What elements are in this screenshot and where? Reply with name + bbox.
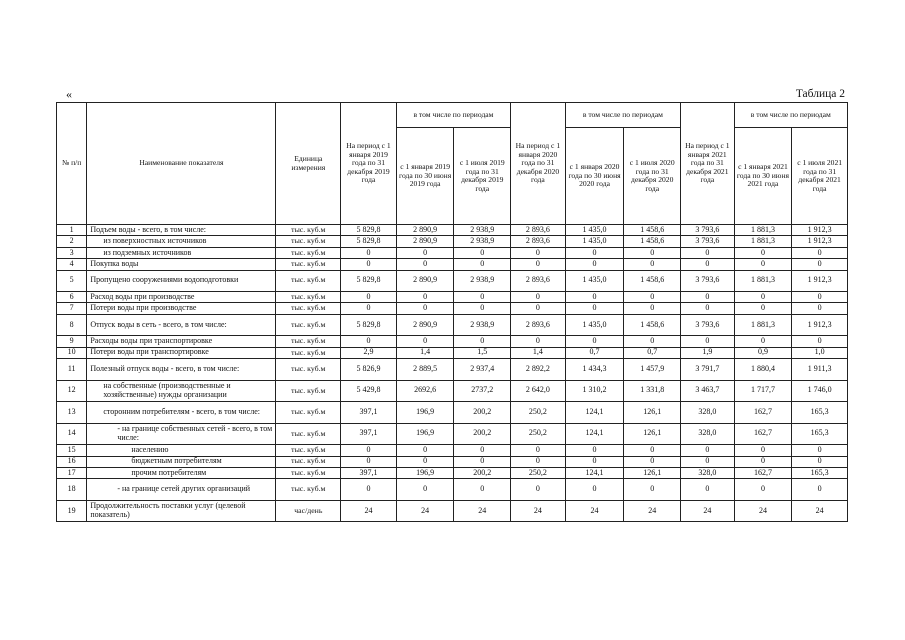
row-value: 0 xyxy=(454,259,511,270)
table-row xyxy=(57,336,848,347)
row-value: 1 881,3 xyxy=(734,225,792,236)
row-value: 1 746,0 xyxy=(792,380,848,402)
row-value: 0 xyxy=(511,336,566,347)
row-name: Расходы воды при транспортировке xyxy=(87,336,276,347)
row-value: 2,9 xyxy=(341,347,397,358)
row-value: 1 912,3 xyxy=(792,270,848,292)
row-value: 0 xyxy=(396,259,454,270)
row-value: 0 xyxy=(624,479,681,501)
row-value: 1,4 xyxy=(396,347,454,358)
row-value: 1 310,2 xyxy=(565,380,624,402)
row-value: 1 881,3 xyxy=(734,236,792,247)
row-value: 3 793,6 xyxy=(681,270,735,292)
row-value: 1,4 xyxy=(511,347,566,358)
col-header-period-2020: На период с 1 января 2020 года по 31 декабря 2020 года xyxy=(511,103,566,225)
row-value: 5 429,8 xyxy=(341,380,397,402)
row-value: 24 xyxy=(565,500,624,522)
table-caption: Таблица 2 xyxy=(795,88,845,100)
row-number: 12 xyxy=(57,380,87,402)
row-value: 2 890,9 xyxy=(396,225,454,236)
table-row xyxy=(57,402,848,424)
row-number: 17 xyxy=(57,467,87,478)
row-number: 9 xyxy=(57,336,87,347)
col-header-sub-2020: в том числе по периодам xyxy=(565,103,680,128)
row-value: 2 642,0 xyxy=(511,380,566,402)
row-value: 165,3 xyxy=(792,467,848,478)
row-value: 3 793,6 xyxy=(681,236,735,247)
row-value: 5 829,8 xyxy=(341,314,397,336)
row-unit: тыс. куб.м xyxy=(276,247,341,258)
row-value: 328,0 xyxy=(681,402,735,424)
row-number: 7 xyxy=(57,303,87,314)
row-value: 165,3 xyxy=(792,402,848,424)
row-unit: тыс. куб.м xyxy=(276,270,341,292)
row-value: 1 331,8 xyxy=(624,380,681,402)
row-value: 328,0 xyxy=(681,423,735,445)
row-number: 19 xyxy=(57,500,87,522)
row-value: 0 xyxy=(396,479,454,501)
row-value: 0 xyxy=(396,292,454,303)
row-value: 1 912,3 xyxy=(792,314,848,336)
row-value: 0 xyxy=(454,336,511,347)
table-row xyxy=(57,247,848,258)
table-row xyxy=(57,359,848,381)
row-value: 1,9 xyxy=(681,347,735,358)
table-row xyxy=(57,314,848,336)
table-row xyxy=(57,456,848,467)
row-value: 165,3 xyxy=(792,423,848,445)
row-value: 0 xyxy=(454,445,511,456)
water-balance-table xyxy=(56,102,848,522)
col-header-sub-2021: в том числе по периодам xyxy=(734,103,847,128)
row-value: 126,1 xyxy=(624,402,681,424)
row-value: 24 xyxy=(511,500,566,522)
row-value: 200,2 xyxy=(454,423,511,445)
col-header-h1-2019: с 1 января 2019 года по 30 июня 2019 года xyxy=(396,128,454,225)
row-number: 2 xyxy=(57,236,87,247)
row-value: 2 890,9 xyxy=(396,270,454,292)
row-value: 0 xyxy=(341,259,397,270)
row-value: 1 458,6 xyxy=(624,270,681,292)
row-value: 397,1 xyxy=(341,423,397,445)
row-value: 0 xyxy=(734,259,792,270)
row-value: 1 881,3 xyxy=(734,314,792,336)
row-number: 5 xyxy=(57,270,87,292)
row-value: 0 xyxy=(681,303,735,314)
row-value: 2 937,4 xyxy=(454,359,511,381)
row-value: 0 xyxy=(341,456,397,467)
row-value: 0 xyxy=(681,292,735,303)
row-value: 2 889,5 xyxy=(396,359,454,381)
row-value: 0 xyxy=(396,247,454,258)
table-row xyxy=(57,467,848,478)
row-value: 0 xyxy=(565,336,624,347)
row-value: 1 881,3 xyxy=(734,270,792,292)
row-number: 13 xyxy=(57,402,87,424)
row-value: 2 890,9 xyxy=(396,236,454,247)
row-unit: тыс. куб.м xyxy=(276,479,341,501)
row-value: 1,5 xyxy=(454,347,511,358)
row-value: 1 435,0 xyxy=(565,270,624,292)
row-value: 5 826,9 xyxy=(341,359,397,381)
row-value: 162,7 xyxy=(734,402,792,424)
row-value: 5 829,8 xyxy=(341,270,397,292)
row-value: 0 xyxy=(624,303,681,314)
row-unit: тыс. куб.м xyxy=(276,467,341,478)
row-value: 0 xyxy=(454,292,511,303)
col-header-h1-2021: с 1 января 2021 года по 30 июня 2021 года xyxy=(734,128,792,225)
row-name: Полезный отпуск воды - всего, в том числе: xyxy=(87,359,276,381)
row-value: 24 xyxy=(454,500,511,522)
row-value: 250,2 xyxy=(511,423,566,445)
row-value: 3 793,6 xyxy=(681,225,735,236)
row-value: 2737,2 xyxy=(454,380,511,402)
row-value: 1 912,3 xyxy=(792,236,848,247)
row-value: 397,1 xyxy=(341,467,397,478)
col-header-h2-2019: с 1 июля 2019 года по 31 декабря 2019 года xyxy=(454,128,511,225)
row-name: на собственные (производственные и хозяйственные) нужды организации xyxy=(87,380,276,402)
table-row xyxy=(57,380,848,402)
row-value: 0 xyxy=(624,259,681,270)
row-value: 0 xyxy=(511,303,566,314)
row-name: прочим потребителям xyxy=(87,467,276,478)
table-row xyxy=(57,225,848,236)
row-name: сторонним потребителям - всего, в том числе: xyxy=(87,402,276,424)
row-value: 0 xyxy=(454,247,511,258)
table-row xyxy=(57,292,848,303)
row-value: 0 xyxy=(792,259,848,270)
row-unit: тыс. куб.м xyxy=(276,347,341,358)
row-value: 0 xyxy=(681,336,735,347)
row-unit: тыс. куб.м xyxy=(276,445,341,456)
row-name: Покупка воды xyxy=(87,259,276,270)
row-unit: тыс. куб.м xyxy=(276,402,341,424)
row-value: 250,2 xyxy=(511,467,566,478)
row-value: 0 xyxy=(734,247,792,258)
row-value: 1 435,0 xyxy=(565,225,624,236)
row-value: 0 xyxy=(792,292,848,303)
row-value: 126,1 xyxy=(624,423,681,445)
row-unit: тыс. куб.м xyxy=(276,314,341,336)
row-value: 1 458,6 xyxy=(624,236,681,247)
row-name: - на границе сетей других организаций xyxy=(87,479,276,501)
row-value: 0 xyxy=(565,303,624,314)
row-value: 0 xyxy=(624,336,681,347)
row-number: 15 xyxy=(57,445,87,456)
row-value: 0 xyxy=(624,292,681,303)
row-value: 0 xyxy=(396,445,454,456)
row-value: 126,1 xyxy=(624,467,681,478)
row-value: 24 xyxy=(341,500,397,522)
row-value: 2 893,6 xyxy=(511,314,566,336)
row-unit: тыс. куб.м xyxy=(276,225,341,236)
table-row xyxy=(57,303,848,314)
row-unit: тыс. куб.м xyxy=(276,423,341,445)
row-value: 0 xyxy=(511,479,566,501)
row-value: 2 890,9 xyxy=(396,314,454,336)
row-value: 196,9 xyxy=(396,423,454,445)
row-value: 0 xyxy=(396,456,454,467)
table-row xyxy=(57,423,848,445)
table-row xyxy=(57,445,848,456)
row-value: 0 xyxy=(565,247,624,258)
row-value: 0 xyxy=(792,336,848,347)
row-value: 1 435,0 xyxy=(565,314,624,336)
row-number: 11 xyxy=(57,359,87,381)
row-value: 0 xyxy=(624,456,681,467)
row-name: из подземных источников xyxy=(87,247,276,258)
row-value: 397,1 xyxy=(341,402,397,424)
row-value: 0 xyxy=(511,247,566,258)
row-value: 196,9 xyxy=(396,402,454,424)
row-name: Потери воды при транспортировке xyxy=(87,347,276,358)
row-value: 3 791,7 xyxy=(681,359,735,381)
row-value: 2 893,6 xyxy=(511,236,566,247)
row-value: 0 xyxy=(454,303,511,314)
row-value: 0 xyxy=(792,456,848,467)
row-value: 1 435,0 xyxy=(565,236,624,247)
row-value: 0 xyxy=(565,456,624,467)
row-number: 10 xyxy=(57,347,87,358)
row-number: 3 xyxy=(57,247,87,258)
col-header-period-2021: На период с 1 января 2021 года по 31 декабря 2021 года xyxy=(681,103,735,225)
row-value: 2 938,9 xyxy=(454,236,511,247)
row-value: 0,7 xyxy=(624,347,681,358)
row-value: 1 880,4 xyxy=(734,359,792,381)
row-unit: тыс. куб.м xyxy=(276,456,341,467)
row-value: 1 457,9 xyxy=(624,359,681,381)
row-value: 0 xyxy=(454,479,511,501)
col-header-unit: Единица измерения xyxy=(276,103,341,225)
row-value: 0 xyxy=(511,292,566,303)
col-header-sub-2019: в том числе по периодам xyxy=(396,103,510,128)
row-value: 124,1 xyxy=(565,402,624,424)
table-row xyxy=(57,270,848,292)
table-row xyxy=(57,347,848,358)
row-value: 5 829,8 xyxy=(341,236,397,247)
row-name: Пропущено сооружениями водоподготовки xyxy=(87,270,276,292)
table-row xyxy=(57,479,848,501)
row-number: 18 xyxy=(57,479,87,501)
row-value: 0 xyxy=(734,479,792,501)
row-value: 2 893,6 xyxy=(511,225,566,236)
row-value: 1 717,7 xyxy=(734,380,792,402)
row-value: 0 xyxy=(341,445,397,456)
col-header-name: Наименование показателя xyxy=(87,103,276,225)
row-value: 0 xyxy=(565,445,624,456)
row-value: 250,2 xyxy=(511,402,566,424)
row-value: 24 xyxy=(396,500,454,522)
row-value: 2 938,9 xyxy=(454,270,511,292)
table-row xyxy=(57,500,848,522)
row-value: 0 xyxy=(454,456,511,467)
row-value: 1 911,3 xyxy=(792,359,848,381)
row-number: 16 xyxy=(57,456,87,467)
row-value: 1 434,3 xyxy=(565,359,624,381)
row-value: 0 xyxy=(511,456,566,467)
row-value: 1 458,6 xyxy=(624,314,681,336)
quote-mark: « xyxy=(66,87,72,101)
row-unit: тыс. куб.м xyxy=(276,359,341,381)
row-value: 0 xyxy=(341,292,397,303)
row-value: 1 912,3 xyxy=(792,225,848,236)
row-name: бюджетным потребителям xyxy=(87,456,276,467)
row-value: 24 xyxy=(681,500,735,522)
row-value: 0 xyxy=(792,247,848,258)
row-value: 0 xyxy=(396,336,454,347)
row-number: 4 xyxy=(57,259,87,270)
row-unit: тыс. куб.м xyxy=(276,292,341,303)
col-header-h2-2020: с 1 июля 2020 года по 31 декабря 2020 года xyxy=(624,128,681,225)
row-name: Потери воды при производстве xyxy=(87,303,276,314)
row-value: 0 xyxy=(734,292,792,303)
col-header-h2-2021: с 1 июля 2021 года по 31 декабря 2021 года xyxy=(792,128,848,225)
row-value: 0 xyxy=(734,456,792,467)
row-name: населению xyxy=(87,445,276,456)
row-value: 2692,6 xyxy=(396,380,454,402)
row-number: 6 xyxy=(57,292,87,303)
row-value: 0 xyxy=(734,336,792,347)
row-value: 2 892,2 xyxy=(511,359,566,381)
row-value: 196,9 xyxy=(396,467,454,478)
row-value: 1 458,6 xyxy=(624,225,681,236)
row-value: 162,7 xyxy=(734,423,792,445)
row-name: Подъем воды - всего, в том числе: xyxy=(87,225,276,236)
row-unit: тыс. куб.м xyxy=(276,336,341,347)
row-unit: час/день xyxy=(276,500,341,522)
row-value: 0 xyxy=(681,445,735,456)
row-value: 0 xyxy=(624,247,681,258)
row-number: 14 xyxy=(57,423,87,445)
row-number: 1 xyxy=(57,225,87,236)
row-unit: тыс. куб.м xyxy=(276,259,341,270)
row-value: 24 xyxy=(734,500,792,522)
row-value: 1,0 xyxy=(792,347,848,358)
row-value: 0 xyxy=(511,445,566,456)
row-name: Продолжительность поставки услуг (целевой показатель) xyxy=(87,500,276,522)
row-value: 0 xyxy=(511,259,566,270)
row-value: 5 829,8 xyxy=(341,225,397,236)
table-row xyxy=(57,236,848,247)
row-unit: тыс. куб.м xyxy=(276,303,341,314)
row-value: 0,9 xyxy=(734,347,792,358)
row-value: 24 xyxy=(792,500,848,522)
row-value: 328,0 xyxy=(681,467,735,478)
row-unit: тыс. куб.м xyxy=(276,236,341,247)
row-value: 0 xyxy=(565,292,624,303)
row-value: 0 xyxy=(792,445,848,456)
row-value: 0 xyxy=(681,456,735,467)
row-value: 0 xyxy=(734,303,792,314)
row-value: 0 xyxy=(792,479,848,501)
row-name: Отпуск воды в сеть - всего, в том числе: xyxy=(87,314,276,336)
row-value: 0 xyxy=(341,247,397,258)
row-number: 8 xyxy=(57,314,87,336)
row-value: 0 xyxy=(681,479,735,501)
row-value: 2 893,6 xyxy=(511,270,566,292)
row-value: 162,7 xyxy=(734,467,792,478)
row-name: из поверхностных источников xyxy=(87,236,276,247)
row-name: Расход воды при производстве xyxy=(87,292,276,303)
col-header-number: № п/п xyxy=(57,103,87,225)
row-value: 0 xyxy=(624,445,681,456)
row-value: 0 xyxy=(341,303,397,314)
row-value: 0 xyxy=(681,247,735,258)
row-value: 0 xyxy=(792,303,848,314)
row-value: 0,7 xyxy=(565,347,624,358)
row-value: 0 xyxy=(565,259,624,270)
row-value: 0 xyxy=(341,479,397,501)
row-value: 0 xyxy=(341,336,397,347)
row-name: - на границе собственных сетей - всего, в том числе: xyxy=(87,423,276,445)
row-value: 0 xyxy=(396,303,454,314)
row-value: 200,2 xyxy=(454,402,511,424)
table-row xyxy=(57,259,848,270)
row-value: 124,1 xyxy=(565,467,624,478)
row-value: 2 938,9 xyxy=(454,314,511,336)
row-value: 3 463,7 xyxy=(681,380,735,402)
col-header-period-2019: На период с 1 января 2019 года по 31 декабря 2019 года xyxy=(341,103,397,225)
row-value: 200,2 xyxy=(454,467,511,478)
col-header-h1-2020: с 1 января 2020 года по 30 июня 2020 года xyxy=(565,128,624,225)
row-value: 2 938,9 xyxy=(454,225,511,236)
row-value: 24 xyxy=(624,500,681,522)
row-unit: тыс. куб.м xyxy=(276,380,341,402)
row-value: 0 xyxy=(565,479,624,501)
row-value: 0 xyxy=(681,259,735,270)
table-body xyxy=(57,225,848,522)
row-value: 0 xyxy=(734,445,792,456)
row-value: 3 793,6 xyxy=(681,314,735,336)
row-value: 124,1 xyxy=(565,423,624,445)
